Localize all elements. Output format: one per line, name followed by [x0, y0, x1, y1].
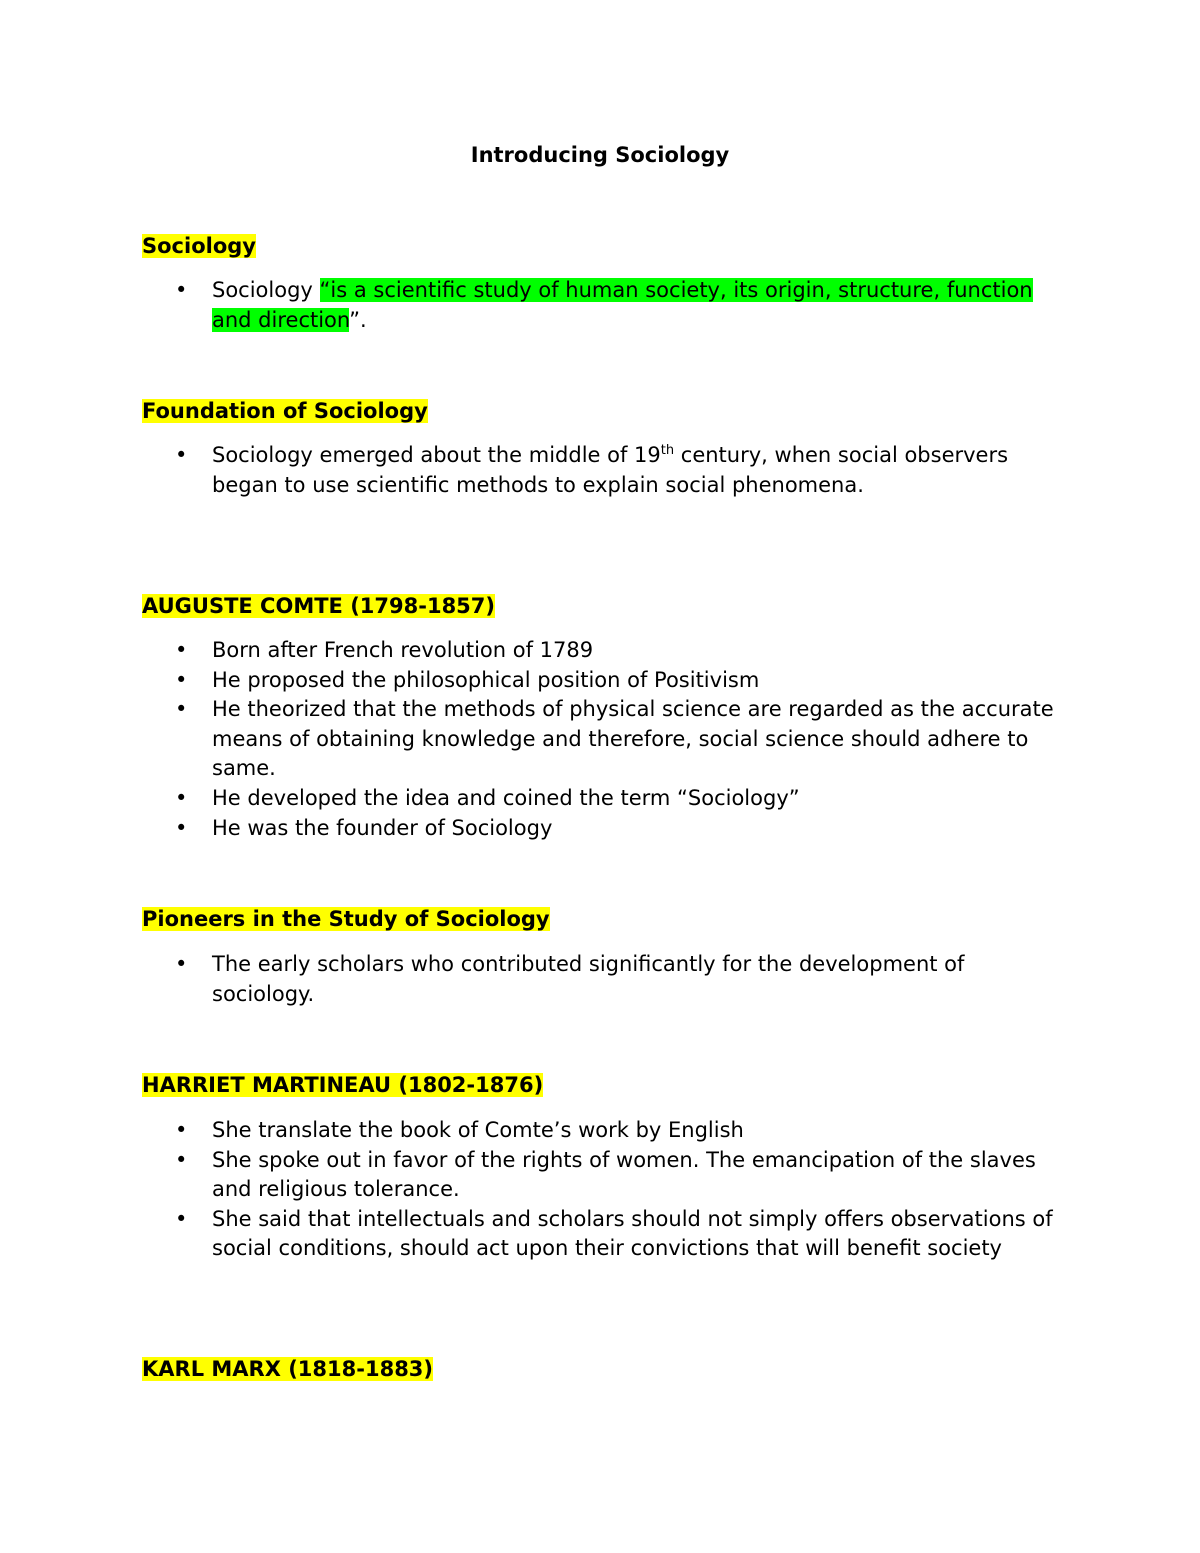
- definition-highlight: “is a scientific study of human society, its origin, structure, function and direction: [212, 278, 1033, 332]
- list-item: [0, 636, 1200, 666]
- text-before-sup: Sociology emerged about the middle of 19: [212, 443, 661, 467]
- list-item: [0, 695, 1200, 784]
- bullet-icon: •: [175, 667, 188, 692]
- document-title: Introducing Sociology: [470, 143, 730, 167]
- list-item: [0, 276, 1200, 335]
- list-item: [0, 666, 1200, 696]
- list-item: [0, 784, 1200, 814]
- list-item-text: He was the founder of Sociology: [212, 815, 553, 840]
- list-item: [0, 1205, 1200, 1264]
- bullet-icon: •: [175, 1147, 188, 1172]
- bullet-icon: •: [175, 443, 188, 467]
- section-heading-foundation: [142, 396, 428, 426]
- list-item-text: He theorized that the methods of physical science are regarded as the accurate means of obtaining knowledge and therefore, social science should adhere to same.: [212, 697, 1054, 781]
- list-item-text: He proposed the philosophical position of Positivism: [212, 667, 760, 692]
- heading-highlight: AUGUSTE COMTE (1798-1857): [142, 594, 496, 618]
- heading-highlight: Sociology: [142, 234, 256, 258]
- bullet-list-comte: [0, 636, 1200, 843]
- heading-highlight: HARRIET MARTINEAU (1802-1876): [142, 1073, 544, 1097]
- heading-highlight: Foundation of Sociology: [142, 399, 428, 423]
- heading-highlight: KARL MARX (1818-1883): [142, 1357, 434, 1381]
- section-heading-marx: [142, 1354, 433, 1384]
- bullet-icon: •: [175, 1206, 188, 1231]
- list-item-text: She translate the book of Comte’s work by English: [212, 1118, 744, 1142]
- bullet-icon: •: [175, 697, 188, 722]
- list-item-text: He developed the idea and coined the term “Sociology”: [212, 785, 800, 810]
- bullet-icon: •: [175, 785, 188, 810]
- bullet-list-sociology: [0, 276, 1200, 335]
- superscript: th: [660, 443, 675, 458]
- section-heading-sociology: [142, 231, 256, 261]
- text-after-sup: century, when social observers began to use scientific methods to explain social phenomena.: [212, 443, 1009, 497]
- bullet-icon: •: [175, 638, 188, 662]
- bullet-list-pioneers: [0, 950, 1200, 1009]
- list-item-text: She said that intellectuals and scholars should not simply offers observations of social conditions, should act upon their convictions that will benefit society: [212, 1206, 1053, 1261]
- section-heading-martineau: [142, 1070, 543, 1100]
- list-item-text: Born after French revolution of 1789: [212, 638, 594, 662]
- list-item: [0, 950, 1200, 1009]
- definition-suffix: ”.: [349, 307, 367, 332]
- definition-prefix: Sociology: [212, 278, 320, 302]
- section-heading-pioneers: [142, 904, 550, 934]
- heading-highlight: Pioneers in the Study of Sociology: [142, 907, 550, 931]
- bullet-icon: •: [175, 1118, 188, 1142]
- bullet-list-foundation: [0, 441, 1200, 500]
- list-item-text: She spoke out in favor of the rights of women. The emancipation of the slaves and religious tolerance.: [212, 1147, 1036, 1202]
- list-item: [0, 441, 1200, 500]
- list-item-text: The early scholars who contributed significantly for the development of sociology.: [212, 952, 965, 1006]
- list-item: [0, 814, 1200, 844]
- bullet-icon: •: [175, 952, 188, 976]
- bullet-list-martineau: [0, 1116, 1200, 1264]
- list-item: [0, 1116, 1200, 1146]
- list-item: [0, 1146, 1200, 1205]
- section-heading-comte: [142, 591, 495, 621]
- bullet-icon: •: [175, 278, 188, 302]
- bullet-icon: •: [175, 815, 188, 840]
